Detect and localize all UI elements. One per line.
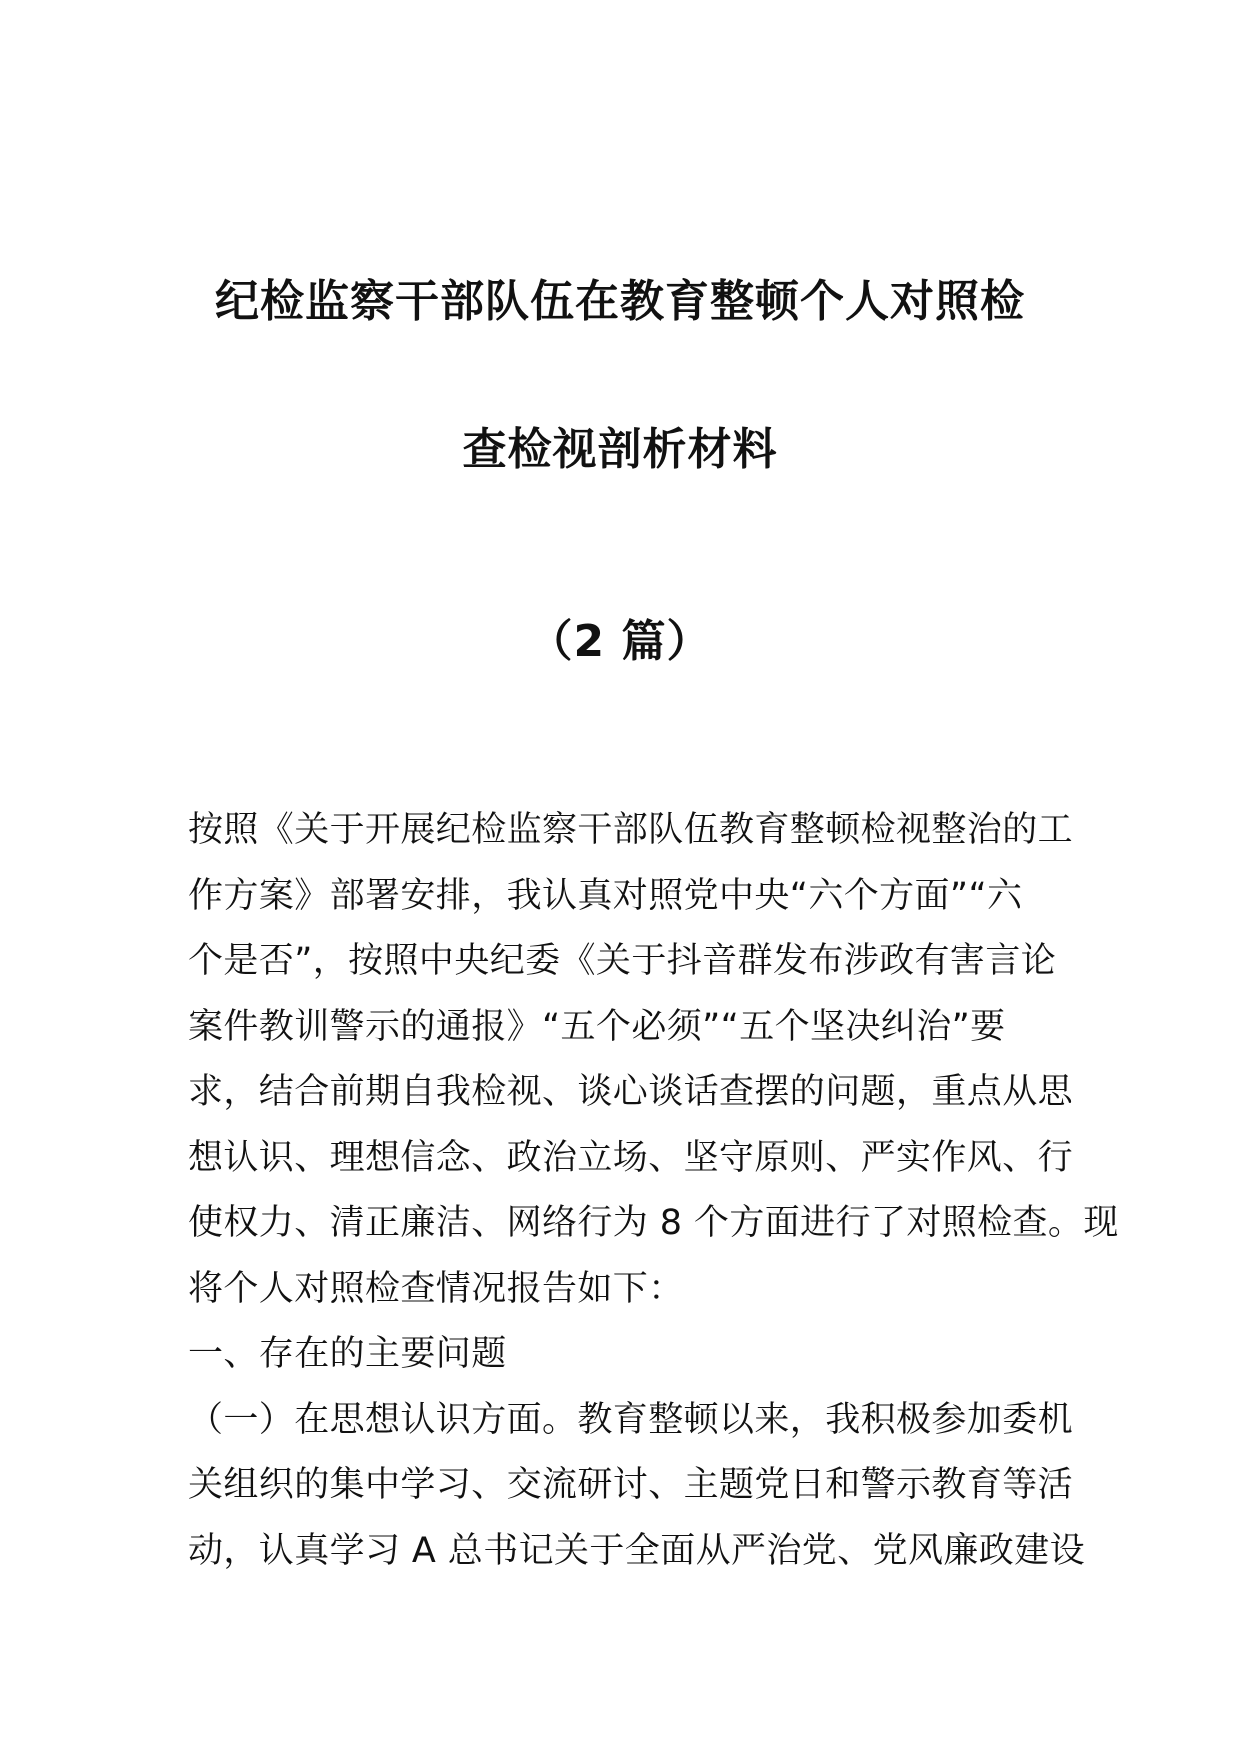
document-title-line-2: 查检视剖析材料 bbox=[462, 424, 778, 475]
body-line: 个是否”，按照中央纪委《关于抖音群发布涉政有害言论 bbox=[188, 941, 1057, 981]
body-line: 关组织的集中学习、交流研讨、主题党日和警示教育等活 bbox=[188, 1465, 1074, 1505]
body-line: 将个人对照检查情况报告如下： bbox=[188, 1268, 684, 1309]
document-subtitle-count: （2 篇） bbox=[528, 616, 712, 667]
section-heading: 一、存在的主要问题 bbox=[188, 1334, 507, 1374]
document-title-line-1: 纪检监察干部队伍在教育整顿个人对照检 bbox=[215, 276, 1025, 327]
body-line: 作方案》部署安排，我认真对照党中央“六个方面”“六 bbox=[188, 875, 1023, 916]
body-line: 按照《关于开展纪检监察干部队伍教育整顿检视整治的工 bbox=[188, 810, 1074, 850]
body-line: 求，结合前期自我检视、谈心谈话查摆的问题，重点从思 bbox=[188, 1072, 1074, 1112]
body-line: 使权力、清正廉洁、网络行为 8 个方面进行了对照检查。现 bbox=[188, 1203, 1119, 1243]
body-line: （一）在思想认识方面。教育整顿以来，我积极参加委机 bbox=[188, 1399, 1074, 1440]
body-line: 案件教训警示的通报》“五个必须”“五个坚决纠治”要 bbox=[188, 1006, 1006, 1047]
document-body bbox=[188, 798, 1119, 1584]
body-line: 动，认真学习 A 总书记关于全面从严治党、党风廉政建设 bbox=[188, 1530, 1085, 1571]
body-line: 想认识、理想信念、政治立场、坚守原则、严实作风、行 bbox=[188, 1137, 1074, 1178]
